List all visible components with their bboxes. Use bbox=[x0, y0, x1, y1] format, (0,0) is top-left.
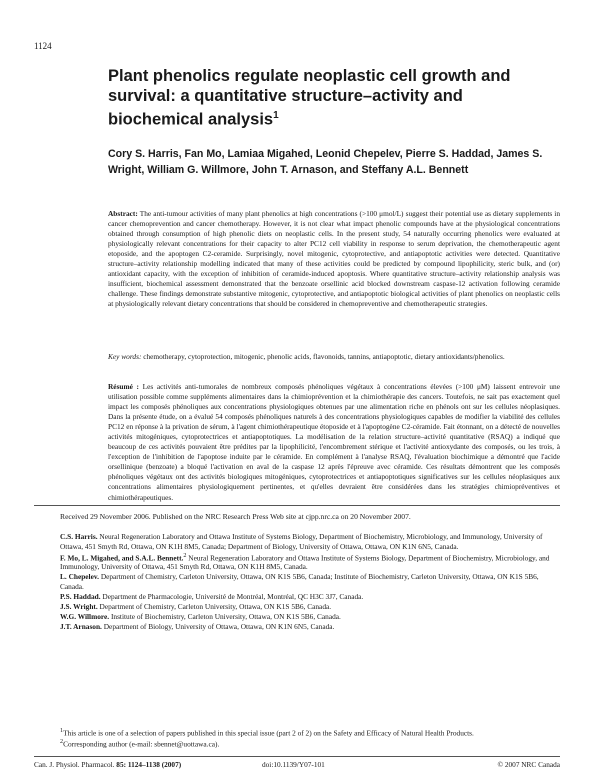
affiliation-item bbox=[60, 612, 560, 622]
affiliation-text: Department de Pharmacologie, Université de Montréal, Montréal, QC H3C 3J7, Canada. bbox=[102, 591, 364, 601]
footer-doi: doi:10.1139/Y07-101 bbox=[262, 760, 325, 769]
footer-divider bbox=[34, 756, 560, 757]
footnote-marker: 2 bbox=[60, 738, 64, 745]
footer-citation bbox=[34, 760, 181, 770]
affiliation-names: F. Mo, L. Migahed, and S.A.L. Bennett. bbox=[60, 552, 184, 562]
received-line: Received 29 November 2006. Published on the NRC Research Press Web site at cjpp.nrc.ca on 20 November 2007. bbox=[60, 512, 411, 521]
affiliation-text: Neural Regeneration Laboratory and Ottawa Institute of Systems Biology, Department of Biochemistry, Microbiology, and Immunology, University of Ottawa, 451 Smyth Rd, Ottawa, ON K1H 8M5, Canada; Department of Biology, University of Ottawa, Ottawa, ON K1N 6N5, Canada. bbox=[60, 532, 543, 551]
affiliations bbox=[60, 532, 560, 632]
affiliation-names: W.G. Willmore. bbox=[60, 611, 110, 621]
section-divider bbox=[34, 505, 560, 506]
footnote-text: Corresponding author (e-mail: sbennet@uottawa.ca). bbox=[63, 739, 220, 749]
affiliation-names: C.S. Harris. bbox=[60, 532, 98, 541]
resume-text: Les activités anti-tumorales de nombreux composés phénoliques végétaux à concentrations élevées (>100 μM) laissent entrevoir une utilisation possible comme suppléments alimentaires dans la chimioprévention et la chimiothérapie des cancers. Toutefois, ne sait pas exactement quel impact les composés phénoliques aux concentrations physiologiques obtenues par une alimentation riche en phénols ont sur les cellules néoplasiques. Dans la présente étude, on a évalué 54 composés phénoliques naturels à des concentrations physiologiques capables de modifier la viabilité des cellules PC12 en réponse à la privation de sérum, à l'agent chimiothérapeutique étoposide et à l'apoptogène C2-céramide. Fait étonnant, on a détecté de nouvelles activités mitogéniques, cytoprotectrices et antiapoptotiques. La modélisation de la relation structure–activité quantitative (RSAQ) a indiqué que beaucoup de ces activités pouvaient être prédites par la lipophilicité, l'encombrement stérique et l'activité antioxydante des composés, ou les trois, à l'exception de l'inhibition de l'apoptose induite par le céramide. En complément à l'analyse RSAQ, l'évaluation biochimique a démontré que l'acide orsellinique (benzoate) a bloqué l'activation en aval de la caspase 12 après l'épreuve avec céramide. Ces résultats démontrent que les composés phénoliques végétaux ont des activités biologiques mitogéniques, cytoprotectrices et antiapoptotiques significatives sur les cellules néoplasiques aux concentrations alimentaires physiologiquement pertinentes, et qu'elles devraient être considérées dans les stratégies chimiopréventives et chimiothérapeutiques. bbox=[108, 382, 560, 502]
abstract-label: Abstract: bbox=[108, 209, 138, 218]
footnote-item bbox=[60, 738, 560, 749]
affiliation-sup: 2 bbox=[183, 552, 187, 559]
title-footnote-marker: 1 bbox=[273, 110, 279, 121]
affiliation-item bbox=[60, 552, 560, 572]
abstract bbox=[108, 209, 560, 309]
footer-copyright: © 2007 NRC Canada bbox=[497, 760, 560, 769]
resume bbox=[108, 382, 560, 503]
affiliation-names: P.S. Haddad. bbox=[60, 591, 101, 601]
resume-label: Résumé : bbox=[108, 382, 139, 391]
abstract-text: The anti-tumour activities of many plant phenolics at high concentrations (>100 μmol/L) suggest their potential use as dietary supplements in cancer chemoprevention and cancer chemotherapy. However, it is not clear what impact phenolic compounds have at the physiological concentrations obtained through consumption of high phenolic diets on neoplastic cells. In the present study, 54 naturally occurring phenolics were evaluated at physiologically relevant concentrations for their capacity to alter PC12 cell viability in response to serum deprivation, the chemotherapeutic agent etoposide, and the apoptogen C2-ceramide. Surprisingly, novel mitogenic, cytoprotective, and antiapoptotic activities were detected. Quantitative structure–activity relationship modelling indicated that many of these activities could be predicted by compound lipophilicity, steric bulk, and (or) antioxidant capacity, with the exception of inhibition of ceramide-induced apoptosis. Where quantitative structure–activity relationship analysis was insufficient, biochemical assessment demonstrated that the benzoate orsellinic acid blocked downstream caspase-12 activation following ceramide challenge. These findings demonstrate substantive mitogenic, cytoprotective, and antiapoptotic biological activities of plant phenolics on neoplastic cells at physiologically relevant dietary concentrations that should be considered in chemopreventive and chemotherapeutic strategies. bbox=[108, 209, 560, 309]
footer-volume-pages: 85: 1124–1138 (2007) bbox=[116, 760, 182, 769]
article-title bbox=[108, 66, 548, 130]
affiliation-names: J.S. Wright. bbox=[60, 601, 98, 611]
footnotes bbox=[60, 727, 560, 749]
footnote-item bbox=[60, 727, 560, 738]
affiliation-names: L. Chepelev. bbox=[60, 572, 99, 582]
page-number: 1124 bbox=[34, 41, 52, 51]
title-text: Plant phenolics regulate neoplastic cell growth and survival: a quantitative structure–activity and biochemical analysis bbox=[108, 67, 511, 129]
affiliation-text: Department of Biology, University of Ottawa, Ottawa, ON K1N 6N5, Canada. bbox=[103, 621, 335, 631]
affiliation-text: Institute of Biochemistry, Carleton University, Ottawa, ON K1S 5B6, Canada. bbox=[110, 611, 341, 621]
affiliation-text: Department of Chemistry, Carleton University, Ottawa, ON K1S 5B6, Canada. bbox=[99, 601, 332, 611]
affiliation-item bbox=[60, 622, 560, 632]
footnote-text: This article is one of a selection of papers published in this special issue (part 2 of 2) on the Safety and Efficacy of Natural Health Products. bbox=[63, 728, 474, 738]
footer-journal: Can. J. Physiol. Pharmacol. bbox=[34, 760, 115, 769]
author-list: Cory S. Harris, Fan Mo, Lamiaa Migahed, Leonid Chepelev, Pierre S. Haddad, James S. Wright, William G. Willmore, John T. Arnason, and Steffany A.L. Bennett bbox=[108, 148, 543, 176]
affiliation-item bbox=[60, 592, 560, 602]
footnote-marker: 1 bbox=[60, 728, 64, 734]
keywords-label: Key words: bbox=[108, 352, 142, 361]
affiliation-text: Neural Regeneration Laboratory and Ottawa Institute of Systems Biology, Department of Biochemistry, Microbiology, and Immunology, University of Ottawa, 451 Smyth Rd, Ottawa, ON K1H 8M5, Canada. bbox=[60, 552, 550, 572]
keywords bbox=[108, 352, 560, 362]
keywords-text: chemotherapy, cytoprotection, mitogenic, phenolic acids, flavonoids, tannins, antiapoptotic, dietary antioxidants/phenolics. bbox=[143, 352, 505, 361]
affiliation-text: Department of Chemistry, Carleton University, Ottawa, ON K1S 5B6, Canada; Institute of Biochemistry, Carleton University, Ottawa, ON K1S 5B6, Canada. bbox=[60, 572, 539, 591]
affiliation-item bbox=[60, 602, 560, 612]
affiliation-item bbox=[60, 532, 560, 551]
affiliation-item bbox=[60, 572, 560, 591]
affiliation-names: J.T. Arnason. bbox=[60, 621, 102, 631]
